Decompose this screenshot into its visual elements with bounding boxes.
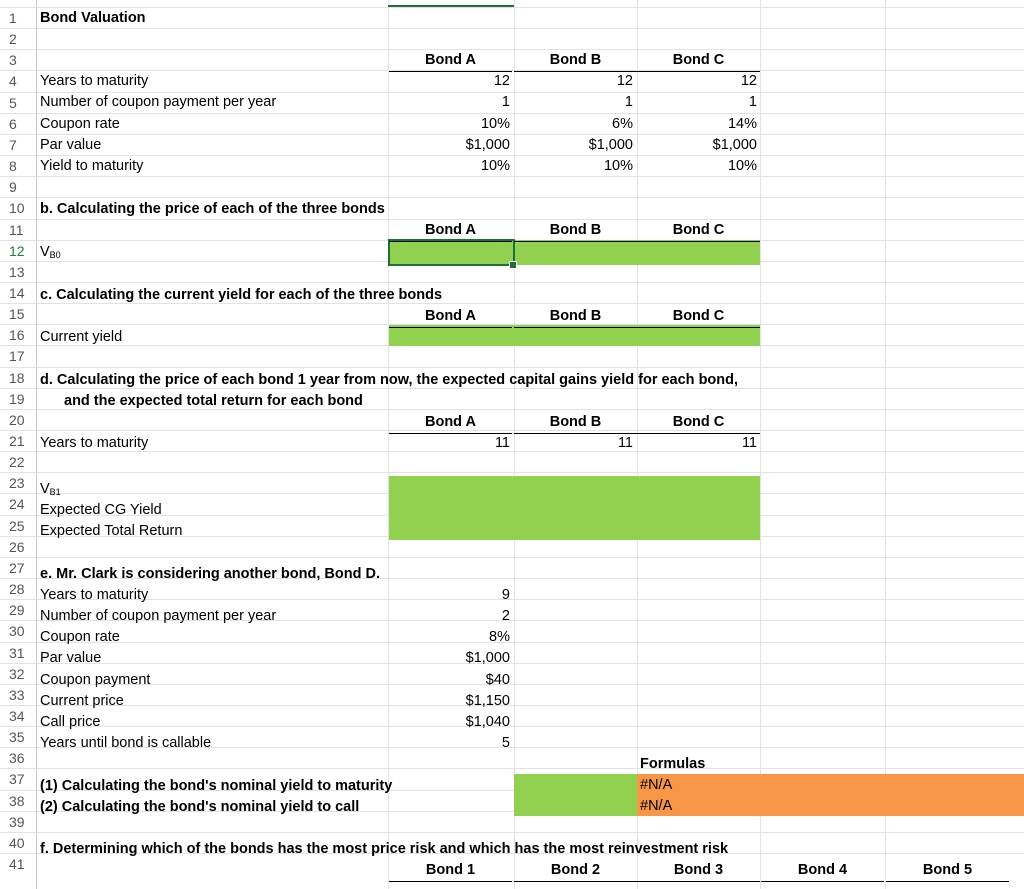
bond-a-par[interactable]: $1,000 (465, 137, 510, 153)
label-ytm: Yield to maturity (40, 158, 144, 174)
bond-a-payments[interactable]: 1 (501, 94, 510, 110)
row-divider (0, 28, 1024, 29)
label-d-current-price: Current price (40, 693, 124, 709)
row-divider (0, 768, 1024, 769)
bond-c-years-remaining[interactable]: 11 (741, 435, 757, 451)
row-header[interactable]: 38 (9, 793, 25, 809)
row-header[interactable]: 34 (9, 708, 25, 724)
label-vb1: $V_{B1}$ (40, 481, 61, 497)
row-header[interactable]: 14 (9, 285, 25, 301)
header-bond-b: Bond B (514, 50, 637, 72)
row-header[interactable]: 19 (9, 391, 25, 407)
part-d-header-c: Bond C (637, 412, 760, 434)
part-b-header-b: Bond B (514, 220, 637, 242)
part-d-title-2: and the expected total return for each bond (64, 393, 363, 409)
row-header[interactable]: 12 (9, 243, 25, 259)
row-header[interactable]: 21 (9, 433, 25, 449)
bond-d-years-callable[interactable]: 5 (501, 735, 510, 751)
row-header[interactable]: 9 (9, 179, 17, 195)
bond-b-years[interactable]: 12 (616, 73, 633, 89)
part-f-header-3: Bond 3 (637, 860, 760, 882)
row-header[interactable]: 2 (9, 31, 17, 47)
label-d-years-callable: Years until bond is callable (40, 735, 212, 751)
row-header[interactable]: 23 (9, 475, 25, 491)
row-header[interactable]: 40 (9, 835, 25, 851)
row-header[interactable]: 33 (9, 687, 25, 703)
row-header[interactable]: 22 (9, 454, 25, 470)
bond-b-payments[interactable]: 1 (624, 94, 633, 110)
formulas-header: Formulas (640, 756, 706, 772)
row-header[interactable]: 11 (9, 222, 24, 238)
row-divider (0, 472, 1024, 473)
row-divider (0, 282, 1024, 283)
row-header[interactable]: 20 (9, 412, 25, 428)
label-current-yield: Current yield (40, 329, 123, 345)
bond-a-ytm[interactable]: 10% (480, 158, 510, 174)
bond-c-payments[interactable]: 1 (748, 94, 757, 110)
row-header[interactable]: 39 (9, 814, 25, 830)
row-header[interactable]: 1 (9, 10, 17, 26)
bond-a-years-remaining[interactable]: 11 (494, 435, 510, 451)
label-vb0: $V_{B0}$ (40, 244, 61, 260)
row-header[interactable]: 27 (9, 560, 25, 576)
bond-d-payments[interactable]: 2 (501, 608, 510, 624)
row-header[interactable]: 15 (9, 306, 25, 322)
row-header[interactable]: 5 (9, 95, 17, 111)
row-header[interactable]: 32 (9, 666, 25, 682)
row-header[interactable]: 6 (9, 116, 17, 132)
header-bond-c: Bond C (637, 50, 760, 72)
part-c-title: c. Calculating the current yield for each of the three bonds (40, 287, 443, 303)
label-coupon-rate: Coupon rate (40, 116, 120, 132)
bond-b-par[interactable]: $1,000 (588, 137, 633, 153)
bond-c-years[interactable]: 12 (740, 73, 757, 89)
row-header[interactable]: 35 (9, 729, 25, 745)
row-header[interactable]: 7 (9, 137, 17, 153)
row-header[interactable]: 29 (9, 602, 25, 618)
label-d-years: Years to maturity (40, 587, 149, 603)
row-divider (0, 705, 1024, 706)
label-d-payments: Number of coupon payment per year (40, 608, 277, 624)
label-coupon-payments: Number of coupon payment per year (40, 94, 277, 110)
part-d-header-a: Bond A (389, 412, 512, 434)
label-d-par: Par value (40, 650, 102, 666)
row-divider (0, 832, 1024, 833)
bond-d-current-price[interactable]: $1,150 (465, 693, 510, 709)
row-header[interactable]: 8 (9, 158, 17, 174)
question-ytm: (1) Calculating the bond's nominal yield to maturity (40, 778, 393, 794)
yield-result-fill (514, 774, 637, 816)
label-d-coupon-payment: Coupon payment (40, 672, 151, 688)
row-divider (0, 155, 1024, 156)
part-f-header-1: Bond 1 (389, 860, 512, 882)
label-d-call-price: Call price (40, 714, 101, 730)
bond-b-years-remaining[interactable]: 11 (617, 435, 633, 451)
header-bond-a: Bond A (389, 50, 512, 72)
bond-c-ytm[interactable]: 10% (727, 158, 757, 174)
row-divider (0, 726, 1024, 727)
formula-ytm[interactable]: #N/A (640, 777, 673, 793)
bond-d-coupon-payment[interactable]: $40 (485, 672, 510, 688)
formula-result-fill (637, 774, 1024, 816)
row-divider (0, 684, 1024, 685)
label-d-coupon-rate: Coupon rate (40, 629, 120, 645)
row-header[interactable]: 24 (9, 496, 25, 512)
bond-c-par[interactable]: $1,000 (712, 137, 757, 153)
row-divider (0, 7, 1024, 8)
part-b-title: b. Calculating the price of each of the three bonds (40, 201, 385, 217)
row-divider (0, 642, 1024, 643)
row-header[interactable]: 37 (9, 771, 25, 787)
current-yield-fill (389, 325, 760, 346)
bond-b-ytm[interactable]: 10% (603, 158, 633, 174)
row-divider (0, 663, 1024, 664)
year1-results-fill (389, 476, 760, 540)
label-years-remaining: Years to maturity (40, 435, 149, 451)
row-header[interactable]: 17 (9, 348, 25, 364)
row-header[interactable]: 10 (9, 200, 25, 216)
bond-a-coupon[interactable]: 10% (480, 116, 510, 132)
part-d-title-1: d. Calculating the price of each bond 1 year from now, the expected capital gains yield for each bond, (40, 372, 739, 388)
part-f-header-2: Bond 2 (514, 860, 637, 882)
bond-a-years[interactable]: 12 (493, 73, 510, 89)
row-header[interactable]: 28 (9, 581, 25, 597)
question-ytc: (2) Calculating the bond's nominal yield to call (40, 799, 360, 815)
row-header[interactable]: 25 (9, 518, 25, 534)
row-header[interactable]: 16 (9, 327, 25, 343)
label-years-to-maturity: Years to maturity (40, 73, 149, 89)
formula-ytc[interactable]: #N/A (640, 798, 673, 814)
selected-cell[interactable] (388, 239, 515, 266)
part-e-title: e. Mr. Clark is considering another bond, Bond D. (40, 566, 380, 582)
fill-handle[interactable] (509, 261, 517, 269)
part-d-header-b: Bond B (514, 412, 637, 434)
row-header[interactable]: 13 (9, 264, 25, 280)
row-header[interactable]: 31 (9, 645, 25, 661)
label-par-value: Par value (40, 137, 102, 153)
part-b-header-c: Bond C (637, 220, 760, 242)
row-divider (0, 367, 1024, 368)
row-divider (0, 49, 1024, 50)
part-c-header-c: Bond C (637, 306, 760, 328)
part-c-header-a: Bond A (389, 306, 512, 328)
row-divider (0, 70, 1024, 71)
row-header[interactable]: 18 (9, 370, 25, 386)
row-header[interactable]: 41 (9, 856, 25, 872)
bond-d-coupon-rate[interactable]: 8% (489, 629, 510, 645)
row-header[interactable]: 36 (9, 750, 25, 766)
row-divider (0, 599, 1024, 600)
row-header[interactable]: 26 (9, 539, 25, 555)
part-c-header-b: Bond B (514, 306, 637, 328)
bond-c-coupon[interactable]: 14% (727, 116, 757, 132)
label-expected-total-return: Expected Total Return (40, 523, 183, 539)
part-f-header-4: Bond 4 (761, 860, 884, 882)
sheet-title: Bond Valuation (40, 10, 146, 26)
part-f-header-5: Bond 5 (886, 860, 1009, 882)
part-b-header-a: Bond A (389, 220, 512, 242)
row-header[interactable]: 4 (9, 73, 17, 89)
row-divider (0, 113, 1024, 114)
row-header[interactable]: 3 (9, 52, 17, 68)
part-f-title: f. Determining which of the bonds has the most price risk and which has the most reinvestment risk (40, 841, 729, 857)
row-divider (0, 176, 1024, 177)
row-divider (0, 134, 1024, 135)
label-expected-cg-yield: Expected CG Yield (40, 502, 162, 518)
bond-d-par[interactable]: $1,000 (465, 650, 510, 666)
bond-b-coupon[interactable]: 6% (612, 116, 633, 132)
row-divider (0, 430, 1024, 431)
row-divider (0, 197, 1024, 198)
bond-d-years[interactable]: 9 (501, 587, 510, 603)
row-header[interactable]: 30 (9, 623, 25, 639)
bond-d-call-price[interactable]: $1,040 (465, 714, 510, 730)
row-divider (0, 557, 1024, 558)
row-divider (0, 451, 1024, 452)
